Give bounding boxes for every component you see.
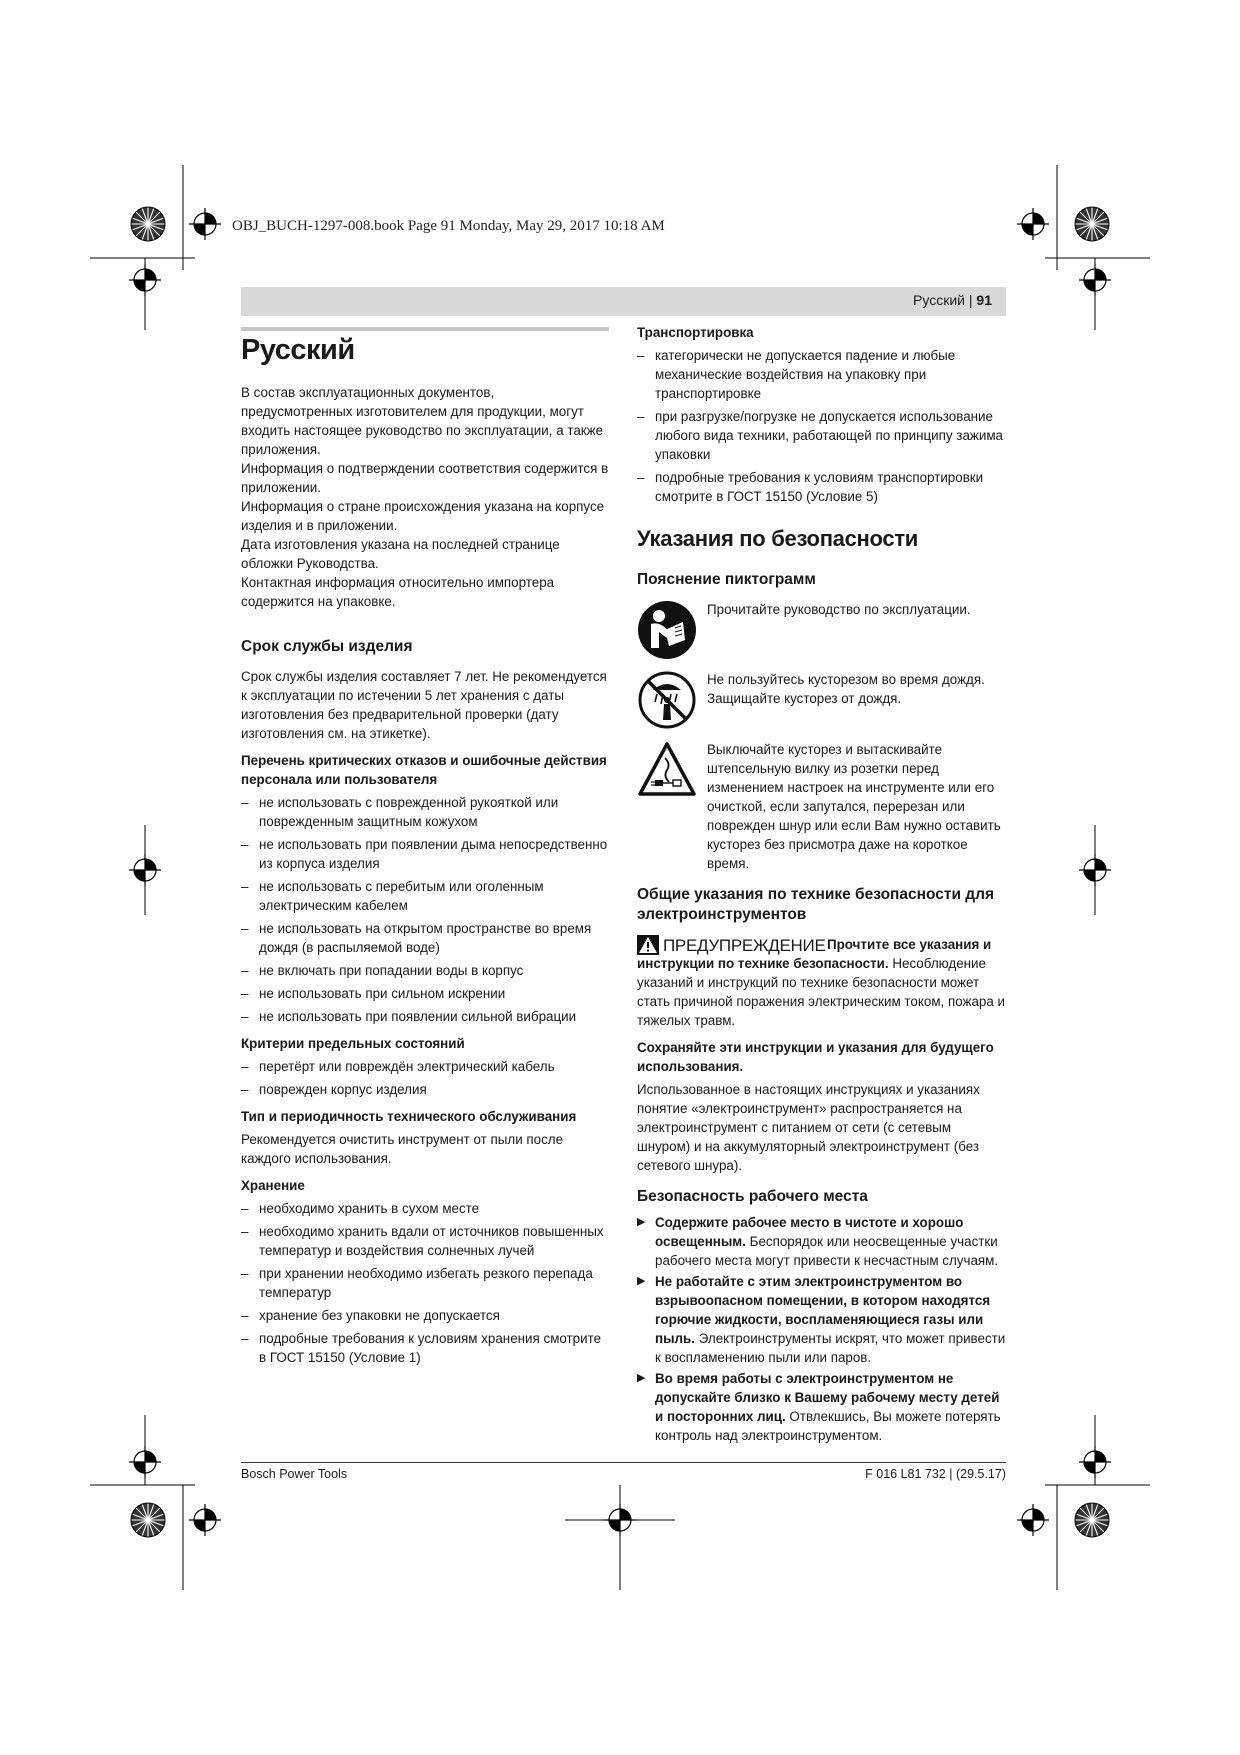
item-bold: Не работайте с этим электроинструментом во взрывоопасном помещении, в котором находятся горючие жидкости, воспламеняющиеся газы или пыль. xyxy=(655,1274,991,1346)
registration-mark-icon xyxy=(189,208,221,240)
footer-brand: Bosch Power Tools xyxy=(241,1467,348,1481)
list-item xyxy=(637,1213,1007,1270)
triangle-bullet-icon: ▶ xyxy=(637,1372,646,1384)
keep-instructions: Сохраняйте эти инструкции и указания для будущего использования. xyxy=(637,1040,994,1074)
registration-mark-icon xyxy=(1017,1504,1049,1536)
definition-text: Использованное в настоящих инструкциях и указаниях понятие «электроинструмент» распространяется на электроинструмент с питанием от сети (с сетевым шнуром) и на аккумуляторный электроинструмент (без сетевого шнура). xyxy=(637,1082,980,1173)
page-number: 91 xyxy=(976,292,992,308)
service-life-heading: Срок службы изделия xyxy=(241,638,413,655)
list-item: – не использовать с перебитым или оголенным электрическим кабелем xyxy=(241,877,609,915)
item-text: Беспорядок или неосвещенные участки рабочего места могут привести к несчастным случаям. xyxy=(655,1234,999,1268)
failures-list xyxy=(241,793,609,1026)
pictogram-text: Прочитайте руководство по эксплуатации. xyxy=(707,602,971,617)
workplace-heading: Безопасность рабочего места xyxy=(637,1188,868,1205)
list-item: – подробные требования к условиям хранения смотрите в ГОСТ 15150 (Условие 1) xyxy=(241,1329,609,1367)
item-bold: Во время работы с электроинструментом не допускайте близко к Вашему рабочему месту детей и посторонних лиц. xyxy=(655,1371,1000,1424)
list-item: – не использовать с поврежденной рукояткой или поврежденным защитным кожухом xyxy=(241,793,609,831)
color-wheel-icon xyxy=(131,207,165,241)
list-item: – поврежден корпус изделия xyxy=(241,1080,609,1099)
failures-heading: Перечень критических отказов и ошибочные действия персонала или пользователя xyxy=(241,753,607,787)
list-item: – не использовать на открытом пространстве во время дождя (в распыляемой воде) xyxy=(241,919,609,957)
read-manual-icon xyxy=(637,600,697,660)
maintenance-heading: Тип и периодичность технического обслуживания xyxy=(241,1109,577,1124)
maintenance-text: Рекомендуется очистить инструмент от пыли после каждого использования. xyxy=(241,1132,564,1166)
intro-paragraph: Информация о подтверждении соответствия содержится в приложении. xyxy=(241,461,609,495)
intro-paragraph: Контактная информация относительно импортера содержится на упаковке. xyxy=(241,575,555,609)
item-bold: Содержите рабочее место в чистоте и хорошо освещенным. xyxy=(655,1215,964,1249)
header-page-label xyxy=(913,292,992,308)
registration-mark-icon xyxy=(189,1504,221,1536)
list-item: – подробные требования к условиям транспортировки смотрите в ГОСТ 15150 (Условие 5) xyxy=(637,468,1007,506)
item-text: Электроинструменты искрят, что может привести к воспламенению пыли или паров. xyxy=(655,1331,1006,1365)
service-life-text: Срок службы изделия составляет 7 лет. Не рекомендуется к эксплуатации по истечении 5 лет хранения с даты изготовления без предварительной проверки (дату изготовления см. на этикетке). xyxy=(241,669,607,741)
list-item: – не использовать при появлении сильной вибрации xyxy=(241,1007,609,1026)
pictogram-row xyxy=(637,740,1007,873)
color-wheel-icon xyxy=(131,1503,165,1537)
color-wheel-icon xyxy=(1075,1503,1109,1537)
print-info: OBJ_BUCH-1297-008.book Page 91 Monday, May 29, 2017 10:18 AM xyxy=(232,218,665,234)
list-item: – не включать при попадании воды в корпус xyxy=(241,961,609,980)
list-item xyxy=(637,1369,1007,1445)
list-item: – необходимо хранить вдали от источников повышенных температур и воздействия солнечных лучей xyxy=(241,1222,609,1260)
list-item: – не использовать при сильном искрении xyxy=(241,984,609,1003)
page-title: Русский xyxy=(241,334,355,366)
workplace-list xyxy=(637,1213,1007,1445)
footer-rule xyxy=(241,1462,1006,1463)
pictogram-row xyxy=(637,670,1007,730)
transport-list xyxy=(637,346,1007,506)
registration-mark-icon xyxy=(1017,208,1049,240)
limit-list xyxy=(241,1057,609,1099)
intro-paragraph: Информация о стране происхождения указана на корпусе изделия и в приложении. xyxy=(241,499,605,533)
warning-bold: Прочтите все указания и инструкции по технике безопасности. xyxy=(637,937,992,971)
warning-paragraph xyxy=(637,935,1007,1030)
right-column xyxy=(637,323,1007,1447)
storage-list xyxy=(241,1199,609,1367)
header-separator: | xyxy=(968,292,973,308)
list-item: – при разгрузке/погрузке не допускается использование любого вида техники, работающей по принципу зажима упаковки xyxy=(637,407,1007,464)
safety-title: Указания по безопасности xyxy=(637,526,919,551)
list-item: – при хранении необходимо избегать резкого перепада температур xyxy=(241,1264,609,1302)
general-heading: Общие указания по технике безопасности для электроинструментов xyxy=(637,886,995,923)
limit-heading: Критерии предельных состояний xyxy=(241,1036,465,1051)
page-header xyxy=(241,287,1006,316)
unplug-warning-icon xyxy=(637,740,697,800)
triangle-bullet-icon: ▶ xyxy=(637,1275,646,1287)
left-column xyxy=(241,328,609,1371)
color-wheel-icon xyxy=(1075,207,1109,241)
footer-doc-number: F 016 L81 732 | (29.5.17) xyxy=(865,1467,1006,1481)
pictograms-heading: Пояснение пиктограмм xyxy=(637,571,816,588)
warning-label: ПРЕДУПРЕЖДЕНИЕ xyxy=(663,935,826,955)
storage-heading: Хранение xyxy=(241,1178,305,1193)
header-language: Русский xyxy=(913,292,965,308)
triangle-bullet-icon: ▶ xyxy=(637,1216,646,1228)
warning-text: Несоблюдение указаний и инструкций по технике безопасности может стать причиной поражения электрическим током, пожара и тяжелых травм. xyxy=(637,956,1006,1028)
item-text: Отвлекшись, Вы можете потерять контроль над электроинструментом. xyxy=(655,1409,1001,1443)
list-item: – категорически не допускается падение и любые механические воздействия на упаковку при транспортировке xyxy=(637,346,1007,403)
intro xyxy=(241,383,609,611)
list-item: – необходимо хранить в сухом месте xyxy=(241,1199,609,1218)
transport-heading: Транспортировка xyxy=(637,325,754,340)
pictogram-text: Не пользуйтесь кусторезом во время дождя. Защищайте кусторез от дождя. xyxy=(707,672,985,706)
list-item xyxy=(637,1272,1007,1367)
list-item: – хранение без упаковки не допускается xyxy=(241,1306,609,1325)
intro-paragraph: В состав эксплуатационных документов, предусмотренных изготовителем для продукции, могут входить настоящее руководство по эксплуатации, а также приложения. xyxy=(241,385,604,457)
list-item: – не использовать при появлении дыма непосредственно из корпуса изделия xyxy=(241,835,609,873)
intro-paragraph: Дата изготовления указана на последней странице обложки Руководства. xyxy=(241,537,560,571)
pictogram-row xyxy=(637,600,1007,660)
no-rain-icon xyxy=(637,670,697,730)
pictogram-text: Выключайте кусторез и вытаскивайте штепсельную вилку из розетки перед изменением настроек на инструменте или его очисткой, если запутался, перерезан или поврежден шнур или если Вам нужно оставить кусторез без присмотра даже на короткое время. xyxy=(707,742,1001,871)
list-item: – перетёрт или повреждён электрический кабель xyxy=(241,1057,609,1076)
